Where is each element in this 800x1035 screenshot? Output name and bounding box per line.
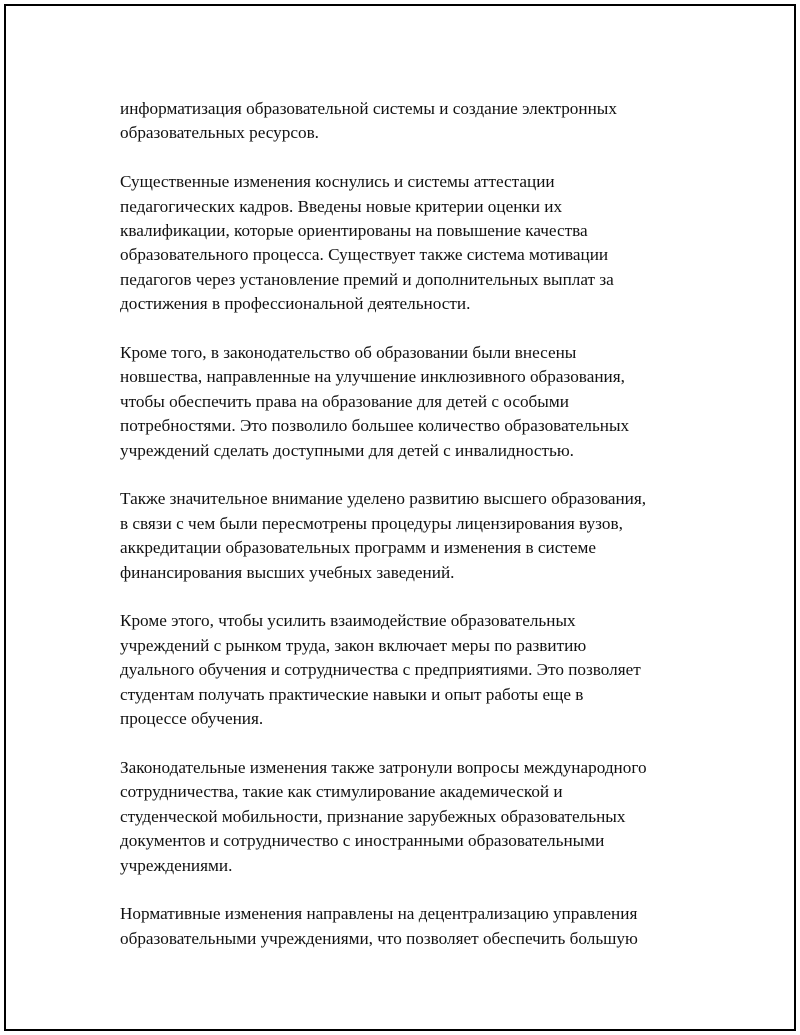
text-line: Также значительное внимание уделено развитию высшего образования, — [120, 489, 647, 509]
text-line: образовательного процесса. Существует также система мотивации — [120, 245, 609, 265]
text-line: учреждений с рынком труда, закон включает меры по развитию — [120, 635, 587, 655]
text-line: квалификации, которые ориентированы на повышение качества — [120, 221, 588, 241]
paragraph-4 — [120, 487, 700, 585]
text-line: финансирования высших учебных заведений. — [120, 562, 455, 582]
text-line: чтобы обеспечить права на образование для детей с особыми — [120, 391, 569, 411]
text-line: новшества, направленные на улучшение инклюзивного образования, — [120, 367, 625, 387]
text-line: документов и сотрудничество с иностранными образовательными — [120, 831, 605, 851]
text-line: аккредитации образовательных программ и изменения в системе — [120, 538, 597, 558]
text-line: педагогических кадров. Введены новые критерии оценки их — [120, 196, 563, 216]
text-line: потребностями. Это позволило большее количество образовательных — [120, 416, 630, 436]
text-line: процессе обучения. — [120, 709, 264, 729]
text-line: в связи с чем были пересмотрены процедуры лицензирования вузов, — [120, 513, 623, 533]
document-page — [4, 4, 796, 1031]
paragraph-3 — [120, 341, 700, 463]
paragraph-2 — [120, 170, 700, 316]
text-line: учреждениями. — [120, 855, 233, 875]
text-line: Нормативные изменения направлены на децентрализацию управления — [120, 904, 638, 924]
text-line: Кроме того, в законодательство об образовании были внесены — [120, 343, 577, 363]
text-line: сотрудничества, такие как стимулирование академической и — [120, 782, 563, 802]
text-line: информатизация образовательной системы и создание электронных — [120, 99, 617, 118]
paragraph-7 — [120, 902, 700, 951]
text-line: Кроме этого, чтобы усилить взаимодействие образовательных — [120, 611, 576, 631]
text-line: студенческой мобильности, признание зарубежных образовательных — [120, 806, 626, 826]
text-line: учреждений сделать доступными для детей с инвалидностью. — [120, 440, 574, 460]
text-line: Существенные изменения коснулись и системы аттестации — [120, 172, 555, 192]
text-line: Законодательные изменения также затронули вопросы международного — [120, 757, 647, 777]
text-line: дуального обучения и сотрудничества с предприятиями. Это позволяет — [120, 660, 641, 680]
text-line: педагогов через установление премий и дополнительных выплат за — [120, 269, 614, 289]
text-line: студентам получать практические навыки и опыт работы еще в — [120, 684, 584, 704]
text-line: достижения в профессиональной деятельности. — [120, 294, 471, 314]
text-line: образовательными учреждениями, что позволяет обеспечить большую — [120, 928, 638, 948]
paragraph-1 — [120, 97, 700, 146]
document-body — [120, 97, 700, 976]
text-line: образовательных ресурсов. — [120, 123, 319, 143]
paragraph-5 — [120, 609, 700, 731]
paragraph-6 — [120, 756, 700, 878]
